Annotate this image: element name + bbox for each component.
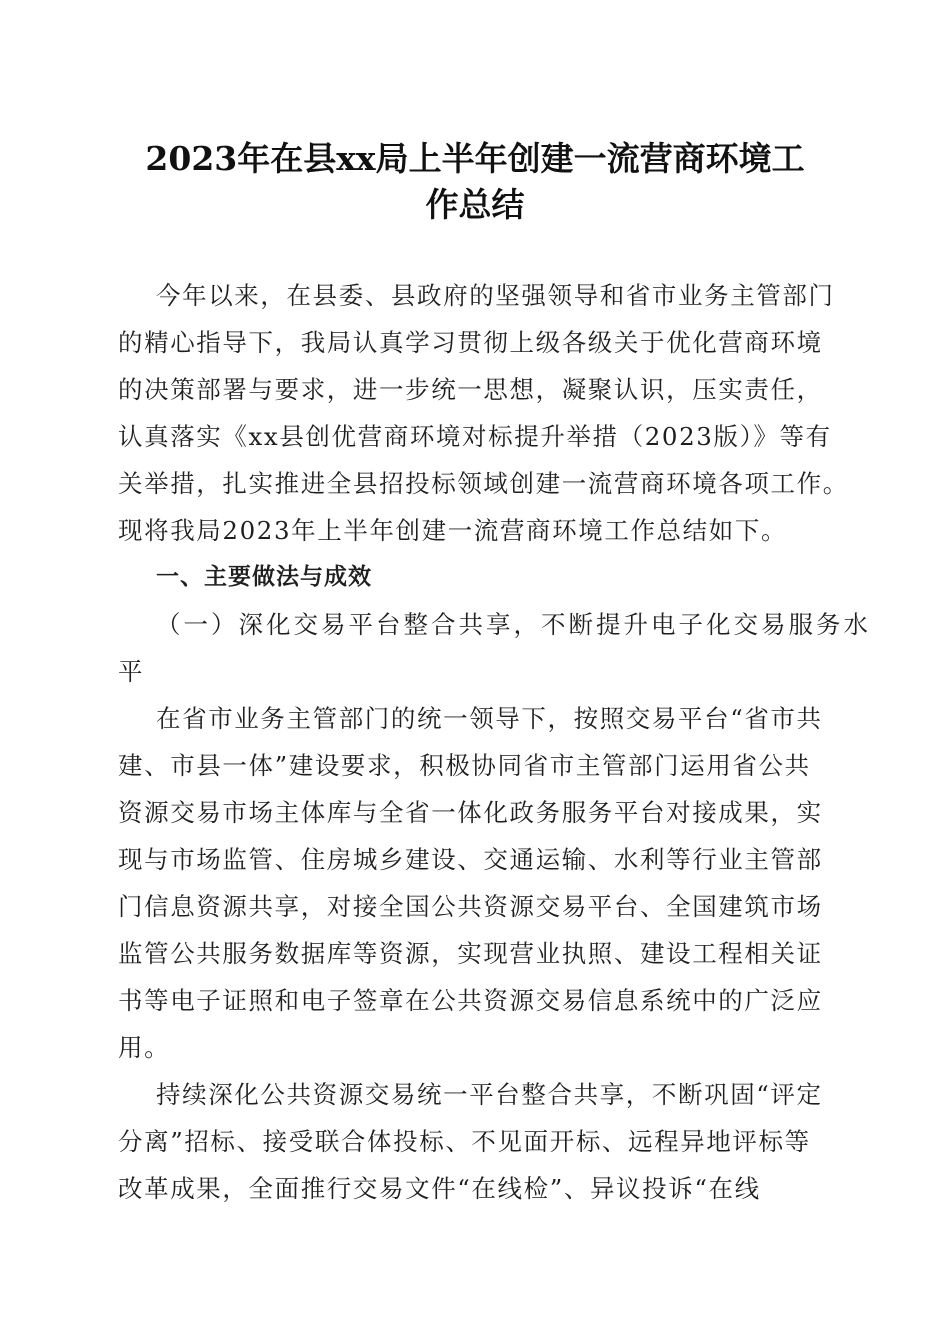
text-line: 用。 (118, 1033, 171, 1062)
text-line: 今年以来，在县委、县政府的坚强领导和省市业务主管部门 (156, 281, 835, 310)
document-title (110, 136, 840, 228)
paragraph-2 (118, 1071, 834, 1212)
text-line: 分离”招标、接受联合体投标、不见面开标、远程异地评标等 (118, 1127, 811, 1156)
text-line: 改革成果，全面推行交易文件“在线检”、异议投诉“在线 (118, 1174, 761, 1203)
text-line: 资源交易市场主体库与全省一体化政务服务平台对接成果，实 (118, 798, 823, 827)
text-line: 建、市县一体”建设要求，积极协同省市主管部门运用省公共 (118, 751, 811, 780)
text-line: （一）深化交易平台整合共享，不断提升电子化交易服务水 (156, 610, 871, 639)
text-line: 在省市业务主管部门的统一领导下，按照交易平台“省市共 (156, 704, 823, 733)
text-line: 认真落实《xx县创优营商环境对标提升举措（2023版）》等有 (118, 422, 832, 451)
paragraph-1 (118, 695, 834, 1071)
text-line: 关举措，扎实推进全县招投标领域创建一流营商环境各项工作。 (118, 469, 849, 498)
title-line: 作总结 (425, 185, 525, 224)
text-line: 平 (118, 657, 145, 686)
text-line: 现将我局2023年上半年创建一流营商环境工作总结如下。 (118, 516, 788, 545)
text-line: 的决策部署与要求，进一步统一思想，凝聚认识，压实责任， (118, 375, 823, 404)
text-line: 的精心指导下，我局认真学习贯彻上级各级关于优化营商环境 (118, 328, 823, 357)
intro-paragraph (118, 272, 849, 554)
text-line: 现与市场监管、住房城乡建设、交通运输、水利等行业主管部 (118, 845, 823, 874)
document-body (118, 272, 871, 1212)
section-heading: 一、主要做法与成效 (156, 564, 372, 590)
title-line: 2023年在县xx局上半年创建一流营商环境工 (145, 139, 805, 178)
text-line: 监管公共服务数据库等资源，实现营业执照、建设工程相关证 (118, 939, 823, 968)
text-line: 书等电子证照和电子签章在公共资源交易信息系统中的广泛应 (118, 986, 823, 1015)
subsection-heading (118, 601, 871, 695)
text-line: 门信息资源共享，对接全国公共资源交易平台、全国建筑市场 (118, 892, 823, 921)
text-line: 持续深化公共资源交易统一平台整合共享，不断巩固“评定 (156, 1080, 823, 1109)
